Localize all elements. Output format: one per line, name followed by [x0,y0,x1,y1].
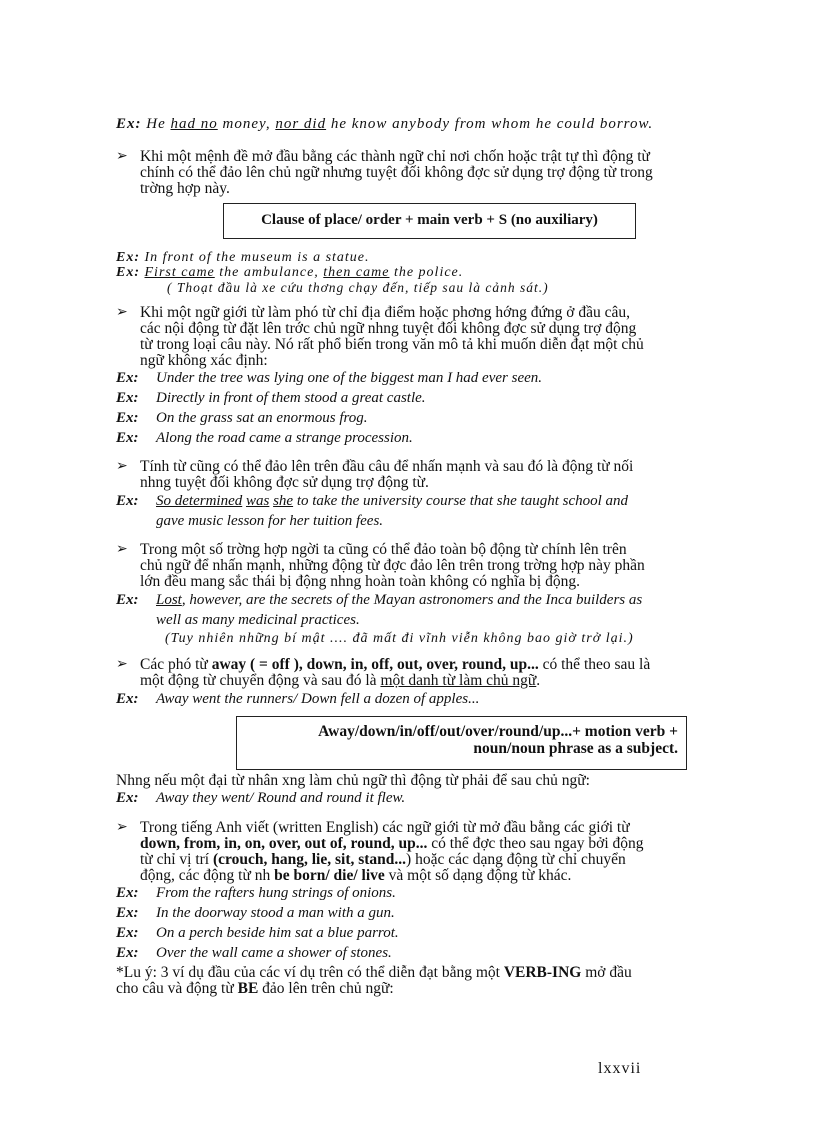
example-sentence: Ex: Directly in front of them stood a great castle. [116,390,426,406]
arrow-bullet-icon: ➢ [116,542,128,557]
paragraph-text: Nhng nếu một đại từ nhân xng làm chủ ngữ thì động từ phải để sau chủ ngữ: [116,772,590,789]
page-number: lxxvii [598,1060,642,1077]
example-sentence: Ex: On a perch beside him sat a blue parrot. [116,925,399,941]
note-line: *Lu ý: 3 ví dụ đầu của các ví dụ trên có thể diễn đạt bằng một VERB-ING mở đầu [116,964,632,981]
example-sentence: Ex: Lost, however, are the secrets of the Mayan astronomers and the Inca builders as [116,592,643,608]
example-sentence: Ex: Over the wall came a shower of stones. [116,945,392,961]
arrow-bullet-icon: ➢ [116,657,128,672]
example-label: Ex: [116,116,142,132]
example-sentence-continued: well as many medicinal practices. [156,612,360,628]
example-sentence: Ex: First came the ambulance, then came the police. [116,265,464,280]
document-page: Ex: He had no money, nor did he know anybody from whom he could borrow. ➢ Khi một mệnh đề mở đầu bằng các thành ngữ chỉ nơi chốn hoặc trật tự thì động từ chính có thể đảo lên chủ ngữ nhưng tuyệt đối không đợc sử dụng trợ động từ trong trờng hợp này. Clause of place/ order + main verb + S (no auxiliary) Ex: In front of the museum is a statue. Ex: First came the ambulance, then came the police. ( Thoạt đầu là xe cứu thơng chạy đến, tiếp sau là cảnh sát.) ➢ Khi một ngữ giới từ làm phó từ chỉ địa điểm hoặc phơng hớng đứng ở đầu câu, các nội động từ đặt lên trớc chủ ngữ nhng tuyệt đối không đợc sử dụng trợ động từ trong loại câu này. Nó rất phổ biến trong văn mô tả khi muốn diễn đạt một chủ ngữ không xác định: Ex: Under the tree was lying one of the biggest man I had ever seen. Ex: Directly in front of them stood a great castle. Ex: On the grass sat an enormous frog. Ex: Along the road came a strange procession. ➢ Tính từ cũng có thể đảo lên trên đầu câu để nhấn mạnh và sau đó là động từ nối nhng tuyệt đối không đợc sử dụng trợ động từ. Ex: So determined was she to take the university course that she taught school and gave music lesson for her tuition fees. ➢ Trong một số trờng hợp ngời ta cũng có thể đảo toàn bộ động từ chính lên trên chủ ngữ để nhấn mạnh, những động từ đợc đảo lên trên trong trờng hợp này phần lớn đều mang sắc thái bị động nhng hoàn toàn không có nghĩa bị động. Ex: Lost, however, are the secrets of the Mayan astronomers and the Inca builders as well as many medicinal practices. (Tuy nhiên những bí mật .... đã mất đi vĩnh viễn không bao giờ trở lại.) ➢ Các phó từ away ( = off ), down, in, off, out, over, round, up... có thể theo sau là một động từ chuyển động và sau đó là một danh từ làm chủ ngữ. Ex: Away went the runners/ Down fell a dozen of apples... Away/down/in/off/out/over/round/up...+ motion verb + noun/noun phrase as a subject. Nhng nếu một đại từ nhân xng làm chủ ngữ thì động từ phải để sau chủ ngữ: Ex: Away they went/ Round and round it flew. ➢ Trong tiếng Anh viết (written English) các ngữ giới từ mở đầu bằng các giới từ down, from, in, on, over, out of, round, up... có thể đợc theo sau ngay bởi động từ chỉ vị trí (crouch, hang, lie, sit, stand...) hoặc các dạng động từ chỉ chuyển động, các động từ nh be born/ die/ live và một số dạng động từ khác. Ex: From the rafters hung strings of onions. Ex: In the doorway stood a man with a gun. Ex: On a perch beside him sat a blue parrot. Ex: Over the wall came a shower of stones. *Lu ý: 3 ví dụ đầu của các ví dụ trên có thể diễn đạt bằng một VERB-ING mở đầu cho câu và động từ BE đảo lên trên chủ ngữ: lxxvii [0,0,816,1123]
example-sentence: Ex: In front of the museum is a statue. [116,250,370,265]
arrow-bullet-icon: ➢ [116,149,128,164]
example-sentence: Ex: He had no money, nor did he know anybody from whom he could borrow. [116,116,654,132]
example-sentence: Ex: On the grass sat an enormous frog. [116,410,368,426]
example-sentence: Ex: So determined was she to take the university course that she taught school and [116,493,629,509]
rule-box: Clause of place/ order + main verb + S (no auxiliary) [223,203,636,239]
example-sentence: Ex: Under the tree was lying one of the biggest man I had ever seen. [116,370,543,386]
arrow-bullet-icon: ➢ [116,305,128,320]
arrow-bullet-icon: ➢ [116,459,128,474]
rule-box: Away/down/in/off/out/over/round/up...+ motion verb + noun/noun phrase as a subject. [236,716,687,770]
arrow-bullet-icon: ➢ [116,820,128,835]
example-sentence: Ex: Along the road came a strange procession. [116,430,413,446]
translation-note: (Tuy nhiên những bí mật .... đã mất đi vĩnh viễn không bao giờ trở lại.) [165,631,634,646]
example-sentence: Ex: In the doorway stood a man with a gun. [116,905,395,921]
note-line: cho câu và động từ BE đảo lên trên chủ ngữ: [116,980,394,997]
translation-note: ( Thoạt đầu là xe cứu thơng chạy đến, tiếp sau là cảnh sát.) [167,280,549,295]
example-sentence-continued: gave music lesson for her tuition fees. [156,513,384,529]
example-sentence: Ex: From the rafters hung strings of onions. [116,885,396,901]
example-sentence: Ex: Away went the runners/ Down fell a dozen of apples... [116,691,480,707]
example-sentence: Ex: Away they went/ Round and round it flew. [116,790,406,806]
